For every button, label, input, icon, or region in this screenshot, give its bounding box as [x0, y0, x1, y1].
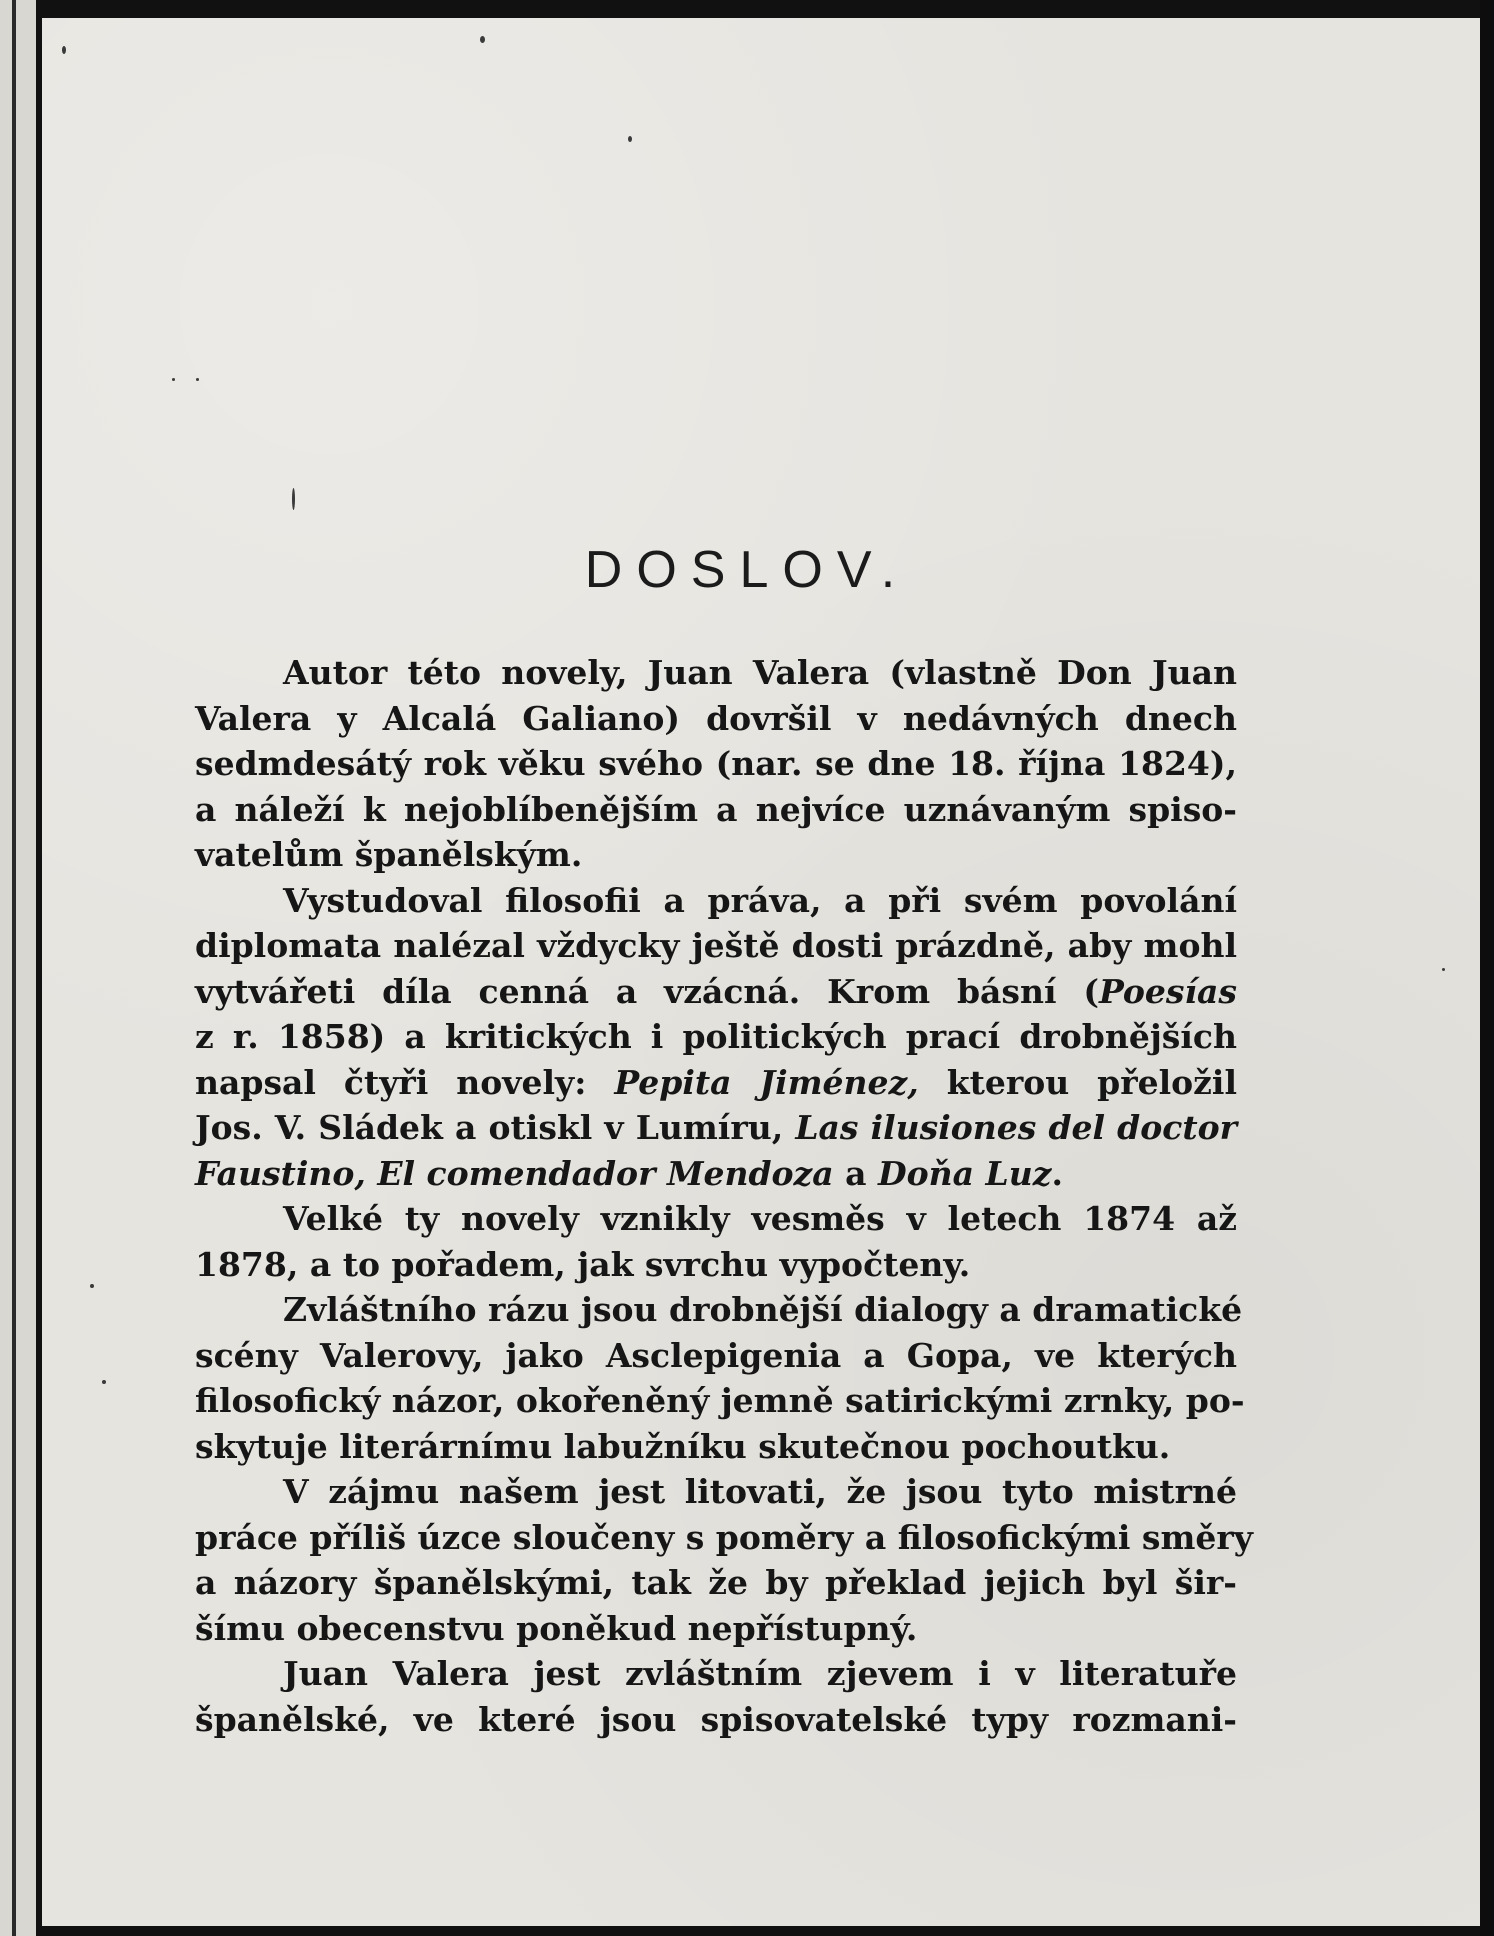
text-line: 1878, a to pořadem, jak svrchu vypočteny. — [195, 1244, 971, 1284]
ink-speck — [62, 46, 66, 54]
text-line: a názory španělskými, tak že by překlad jejich byl šir- — [195, 1563, 1237, 1602]
italic-title-poesias: Poesías — [1098, 971, 1237, 1011]
text-line: Autor této novely, Juan Valera (vlastně Don Juan — [283, 653, 1237, 692]
text-line: z r. 1858) a kritických i politických prací drobnějších — [195, 1017, 1237, 1056]
italic-title-pepita: Pepita Jiménez, — [614, 1062, 919, 1102]
text-fragment: . — [1051, 1153, 1063, 1193]
text-fragment: vytvářeti díla cenná a vzácná. Krom básní ( — [195, 971, 1099, 1011]
ink-speck — [172, 378, 175, 381]
ink-speck — [480, 36, 485, 43]
text-line: filosofický názor, okořeněný jemně satirickými zrnky, po- — [195, 1381, 1245, 1420]
text-line: španělské, ve které jsou spisovatelské typy rozmani- — [195, 1699, 1237, 1739]
ink-speck — [292, 488, 295, 510]
text-line: práce příliš úzce sloučeny s poměry a filosofickými směry — [195, 1517, 1253, 1557]
text-line — [195, 1060, 1237, 1106]
text-fragment: Jos. V. Sládek a otiskl v Lumíru, — [195, 1108, 796, 1147]
text-line: vatelům španělským. — [195, 835, 583, 874]
text-line: Velké ty novely vznikly vesměs v letech 1874 až — [283, 1199, 1237, 1238]
text-fragment: kterou přeložil — [918, 1062, 1237, 1102]
text-line: šímu obecenstvu poněkud nepřístupný. — [195, 1608, 918, 1648]
ink-speck — [90, 1284, 94, 1288]
text-line: Valera y Alcalá Galiano) dovršil v nedávných dnech — [195, 698, 1237, 738]
text-line: Vystudoval filosofii a práva, a při svém povolání — [283, 880, 1237, 920]
ink-speck — [1442, 968, 1445, 971]
text-fragment: napsal čtyři novely: — [195, 1062, 615, 1102]
text-line: Juan Valera jest zvláštním zjevem i v literatuře — [283, 1654, 1237, 1693]
binding-edge — [0, 0, 42, 1936]
ink-speck — [102, 1380, 106, 1384]
italic-title-dona-luz: Doňa Luz — [878, 1153, 1052, 1193]
text-line: V zájmu našem jest litovati, že jsou tyto mistrné — [283, 1472, 1237, 1511]
ink-speck — [628, 136, 632, 142]
binding-rule — [12, 0, 16, 1936]
italic-title-ilusiones: Las ilusiones del doctor — [795, 1108, 1238, 1147]
text-line: scény Valerovy, jako Asclepigenia a Gopa, ve kterých — [195, 1335, 1237, 1375]
text-fragment: a — [833, 1153, 879, 1193]
text-line — [195, 1105, 1237, 1151]
italic-title-faustino: Faustino, El comendador Mendoza — [195, 1153, 834, 1193]
ink-speck — [196, 378, 199, 381]
text-line: diplomata nalézal vždycky ještě dosti prázdně, aby mohl — [195, 926, 1237, 965]
text-line: sedmdesátý rok věku svého (nar. se dne 18. října 1824), — [195, 744, 1237, 783]
text-line: skytuje literárnímu labužníku skutečnou pochoutku. — [195, 1426, 1171, 1466]
page-title: DOSLOV. — [584, 541, 910, 599]
text-line: Zvláštního rázu jsou drobnější dialogy a dramatické — [283, 1290, 1243, 1329]
afterword-text — [195, 650, 1253, 1742]
text-line — [195, 1151, 1237, 1197]
text-line — [195, 969, 1237, 1015]
text-line: a náleží k nejoblíbenějším a nejvíce uznávaným spiso- — [195, 789, 1237, 829]
scan-right-edge — [1480, 0, 1494, 1936]
